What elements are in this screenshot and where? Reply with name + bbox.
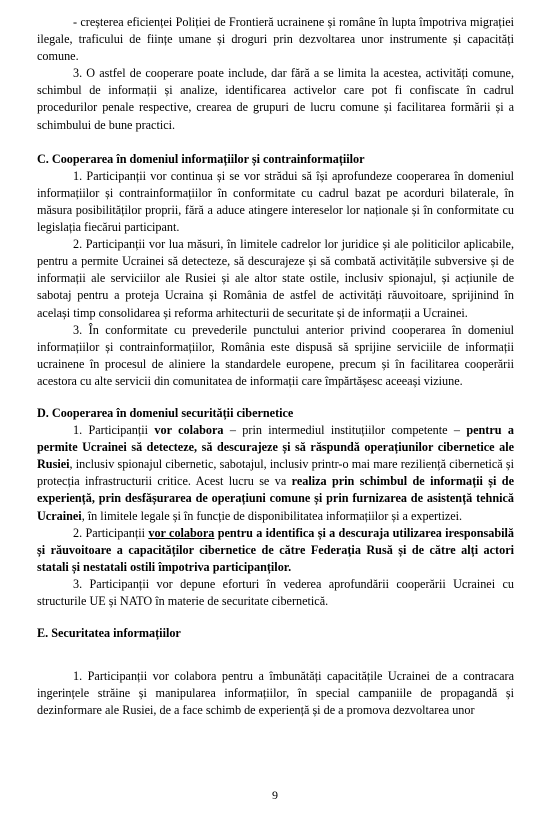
d1-bold-1: vor colabora xyxy=(154,423,224,438)
section-e-paragraph-1: 1. Participanții vor colabora pentru a îmbunătăți capacitățile Ucrainei de a contracara ingerințele străine și manipularea informațiilor, în special campaniile de propagandă și dezinformare ale Rusiei, de a face schimb de experiență și de a promova dezvoltarea unor xyxy=(37,669,514,718)
paragraph-b3: 3. O astfel de cooperare poate include, dar fără a se limita la acestea, activități comune, schimbul de informații și analize, identificarea activelor care pot fi confiscate în cadrul procedurilor penale respective, crearea de grupuri de lucru comune și facilitarea formării și a schimbului de bune practici. xyxy=(37,66,514,132)
section-d-paragraph-2 xyxy=(37,525,514,576)
d2-text-1: 2. Participanții xyxy=(73,525,149,540)
d2-underlined: vor colabora xyxy=(148,525,215,540)
section-d-paragraph-3: 3. Participanții vor depune eforturi în vederea aprofundării cooperării Ucrainei cu structurile UE și NATO în materie de securitate cibernetică. xyxy=(37,576,514,608)
section-d-heading: D. Cooperarea în domeniul securității cibernetice xyxy=(37,405,294,420)
section-d-paragraph-1 xyxy=(37,422,514,525)
d1-bold-2: pentru a permite Ucrainei să detecteze, să descurajeze și să răspundă operațiunilor cibernetice ale Rusiei xyxy=(37,423,514,472)
section-c-paragraph-2: 2. Participanții vor lua măsuri, în limitele cadrelor lor juridice și ale politicilor aplicabile, pentru a permite Ucrainei să detecteze, să descurajeze și să combată activitățile subversive și de informații ale serviciilor ale Rusiei și ale altor state ostile, inclusiv spionajul, și acțiunile de sabotaj pentru a proteja Ucraina și România de astfel de activități răuvoitoare, sprijinind în același timp consolidarea și reforma arhitecturii de securitate și de informații a Ucrainei. xyxy=(37,237,514,320)
d1-text-3: , inclusiv spionajul cibernetic, sabotajul, inclusiv printr-o mai mare reziliență cibernetică și protecția infrastructurii critice. Acest lucru se va xyxy=(37,457,514,489)
section-c-heading: C. Cooperarea în domeniul informațiilor și contrainformațiilor xyxy=(37,151,365,166)
section-e-heading: E. Securitatea informațiilor xyxy=(37,626,181,641)
d1-text-4: , în limitele legale și în funcție de disponibilitatea informațiilor și a expertizei. xyxy=(81,508,463,523)
section-c-paragraph-1: 1. Participanții vor continua și se vor strădui să își aprofundeze cooperarea în domeniul informațiilor și contrainformațiilor în conformitate cu cadrul bazat pe acorduri bilaterale, în măsura posibilităților proprii, fără a aduce atingere intereselor lor naționale și în conformitate cu legislația fiecărui participant. xyxy=(37,168,514,235)
d1-text-2: – prin intermediul instituțiilor competente – xyxy=(223,423,467,438)
d1-bold-3: realiza prin schimbul de informații și de experiență, prin desfășurarea de operațiuni comune și prin furnizarea de asistență tehnică Ucrainei xyxy=(37,474,514,523)
intro-bullet-paragraph: - creșterea eficienței Poliției de Frontieră ucrainene și române în lupta împotriva migrației ilegale, traficului de ființe umane și droguri prin dezvoltarea unor instrumente și capacități comune. xyxy=(37,15,514,64)
section-c-paragraph-3: 3. În conformitate cu prevederile punctului anterior privind cooperarea în domeniul informațiilor și contrainformațiilor, România este dispusă să sprijine serviciile de informații ucrainene în procesul de aliniere la standardele europene, precum și în facilitarea cooperării acestora cu alte servicii din comunitatea de informații care împărtășesc aceeași viziune. xyxy=(37,322,514,388)
d1-text-1: 1. Participanții xyxy=(73,423,155,438)
page-number: 9 xyxy=(272,788,278,802)
d2-bold: pentru a identifica și a descuraja utilizarea iresponsabilă și răuvoitoare a capacităților cibernetice de către Federația Rusă și de către alți actori statali și nestatali ostili împotriva participanților. xyxy=(37,525,514,574)
